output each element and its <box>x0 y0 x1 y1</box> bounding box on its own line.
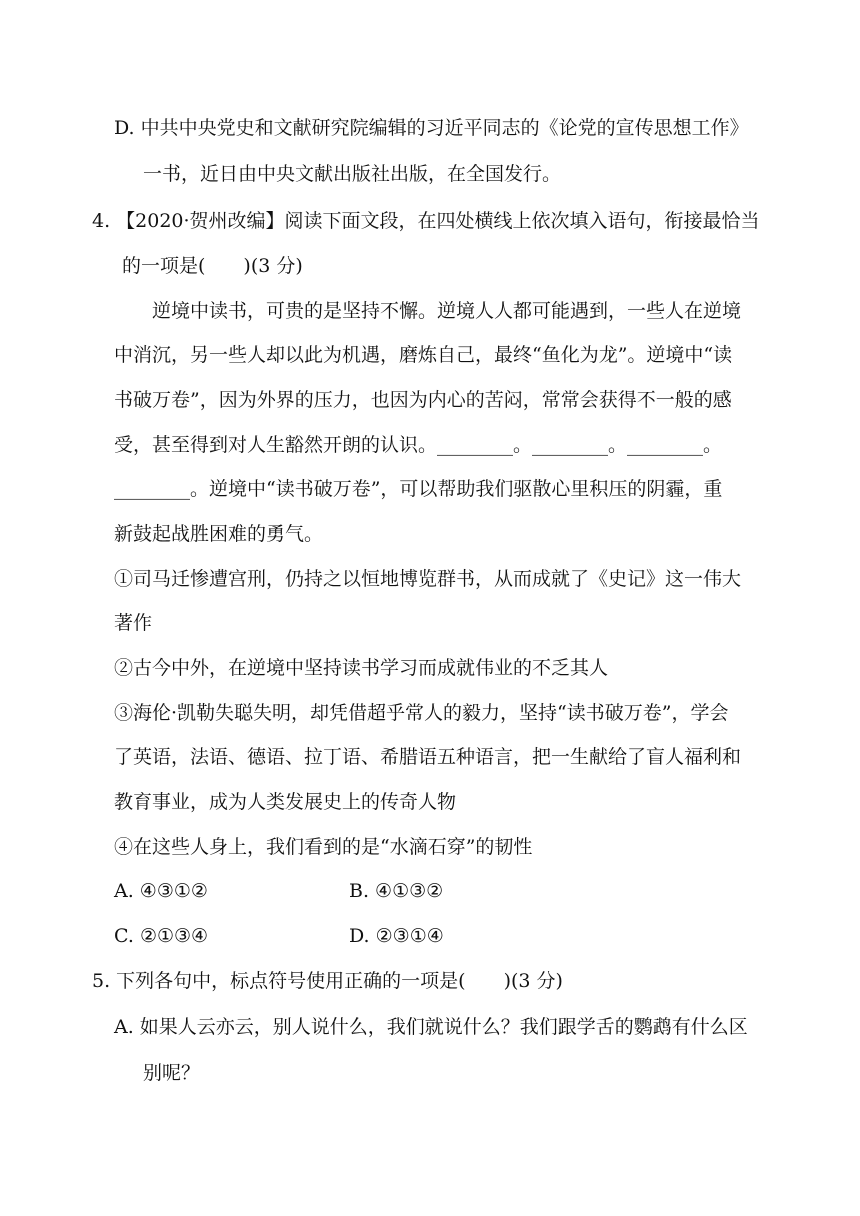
q3-option-d-line1: D. 中共中央党史和文献研究院编辑的习近平同志的《论党的宣传思想工作》 <box>114 117 749 139</box>
sentence-line: 了英语，法语、德语、拉丁语、希腊语五种语言，把一生献给了盲人福利和 <box>114 746 742 768</box>
q4-option-d: D. ②③①④ <box>349 925 444 947</box>
sentence-line: ④在这些人身上，我们看到的是“水滴石穿”的韧性 <box>114 836 533 858</box>
passage-line: 书破万卷”，因为外界的压力，也因为内心的苦闷，常常会获得不一般的感 <box>114 389 732 411</box>
q5-option-a-line1: A. 如果人云亦云，别人说什么，我们就说什么？我们跟学舌的鹦鹉有什么区 <box>114 1016 748 1038</box>
passage-line: 逆境中读书，可贵的是坚持不懈。逆境人人都可能遇到，一些人在逆境 <box>152 300 742 322</box>
passage-line: ________。逆境中“读书破万卷”，可以帮助我们驱散心里积压的阴霾，重 <box>114 478 723 500</box>
sentence-line: ②古今中外，在逆境中坚持读书学习而成就伟业的不乏其人 <box>114 657 609 679</box>
q4-stem-line2: 的一项是( )(3 分) <box>122 255 303 277</box>
q4-option-c: C. ②①③④ <box>114 925 209 947</box>
sentence-line: ①司马迁惨遭宫刑，仍持之以恒地博览群书，从而成就了《史记》这一伟大 <box>114 568 742 590</box>
sentence-line: 著作 <box>114 612 153 634</box>
q5-option-a-line2: 别呢？ <box>143 1062 201 1084</box>
sentence-line: ③海伦·凯勒失聪失明，却凭借超乎常人的毅力，坚持“读书破万卷”，学会 <box>114 702 729 724</box>
q4-stem-line1: 4. 【2020·贺州改编】阅读下面文段，在四处横线上依次填入语句，衔接最恰当 <box>92 210 760 232</box>
passage-line: 受，甚至得到对人生豁然开朗的认识。________。________。________。 <box>114 434 723 456</box>
q5-stem: 5. 下列各句中，标点符号使用正确的一项是( )(3 分) <box>92 970 563 992</box>
q4-option-b: B. ④①③② <box>349 880 444 902</box>
sentence-line: 教育事业，成为人类发展史上的传奇人物 <box>114 791 457 813</box>
q3-option-d-line2: 一书，近日由中央文献出版社出版，在全国发行。 <box>143 163 562 185</box>
passage-line: 中消沉，另一些人却以此为机遇，磨炼自己，最终“鱼化为龙”。逆境中“读 <box>114 344 733 366</box>
q4-option-a: A. ④③①② <box>114 880 208 902</box>
passage-line: 新鼓起战胜困难的勇气。 <box>114 523 324 545</box>
